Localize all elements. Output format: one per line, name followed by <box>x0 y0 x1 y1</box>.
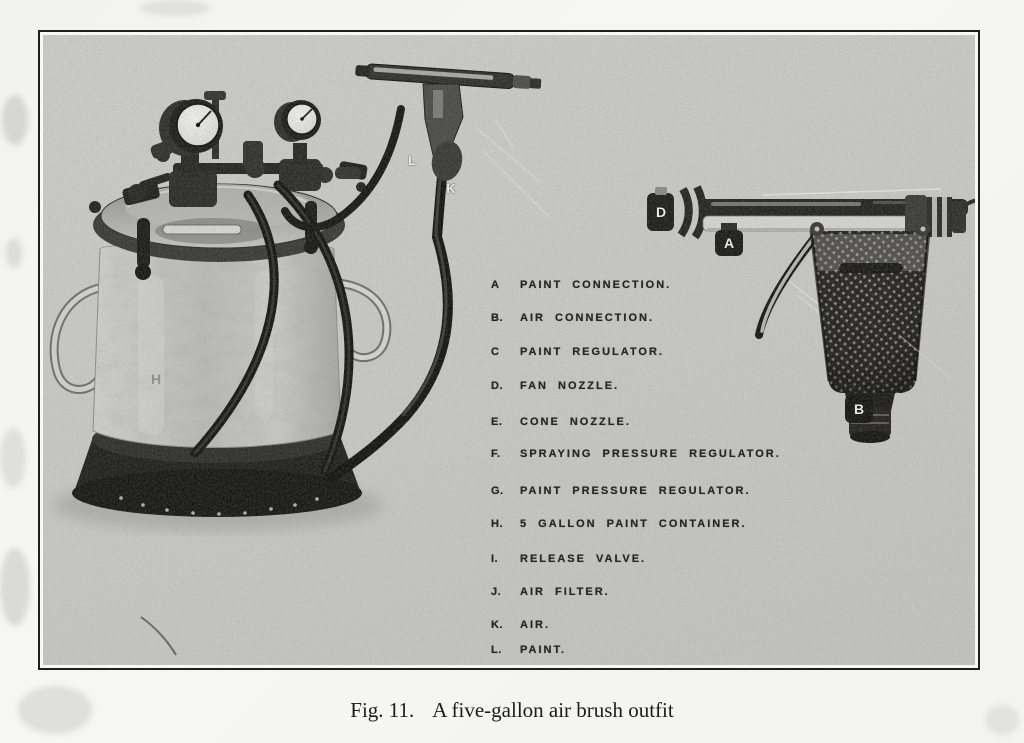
legend-letter: L. <box>491 644 502 656</box>
legend-item <box>491 644 566 656</box>
legend-item <box>491 448 781 460</box>
legend-letter: G. <box>491 485 504 497</box>
scan-smudge <box>0 548 30 626</box>
legend-item <box>491 619 550 631</box>
legend-item <box>491 312 654 324</box>
legend-text: RELEASE VALVE. <box>520 553 647 565</box>
legend-text: CONE NOZZLE. <box>520 416 631 428</box>
legend-text: PAINT PRESSURE REGULATOR. <box>520 485 751 497</box>
legend-letter: A <box>491 279 500 291</box>
legend-text: FAN NOZZLE. <box>520 380 620 392</box>
legend-text: AIR CONNECTION. <box>520 312 654 324</box>
legend-text: PAINT CONNECTION. <box>520 279 672 291</box>
figure-number: Fig. 11. <box>350 698 415 722</box>
legend-text: AIR. <box>520 619 550 631</box>
scan-smudge <box>6 238 22 268</box>
halftone-photo <box>43 35 975 665</box>
legend-item <box>491 485 751 497</box>
scan-smudge <box>0 428 26 488</box>
legend-letter: B. <box>491 312 503 324</box>
legend-item <box>491 586 610 598</box>
figure-title: A five-gallon air brush outfit <box>432 698 674 722</box>
legend-item <box>491 416 631 428</box>
legend-item <box>491 279 671 291</box>
label-air-hose: K <box>446 181 456 196</box>
label-paint-connection: A <box>723 235 735 251</box>
legend-letter: H. <box>491 518 503 530</box>
legend-text: PAINT. <box>520 644 567 656</box>
legend-text: AIR FILTER. <box>520 586 610 598</box>
legend-item <box>491 380 619 392</box>
scan-smudge <box>2 95 28 145</box>
legend-item <box>491 518 747 530</box>
label-fan-nozzle: D <box>655 204 667 220</box>
label-paint-container: H <box>151 371 162 387</box>
scan-smudge <box>140 0 210 16</box>
legend-text: 5 GALLON PAINT CONTAINER. <box>520 518 747 530</box>
legend-text: PAINT REGULATOR. <box>520 346 664 358</box>
legend-item <box>491 553 646 565</box>
figure-caption <box>0 698 1024 723</box>
legend-text: SPRAYING PRESSURE REGULATOR. <box>520 448 781 460</box>
legend-item <box>491 346 664 358</box>
photo-plate <box>38 30 980 670</box>
label-paint-hose: L <box>408 153 416 168</box>
legend-letter: E. <box>491 416 503 428</box>
label-air-connection: B <box>853 401 865 417</box>
legend-letter: D. <box>491 380 503 392</box>
legend-letter: K. <box>491 619 503 631</box>
legend-letter: F. <box>491 448 501 460</box>
legend-letter: C <box>491 346 500 358</box>
legend-letter: J. <box>491 586 502 598</box>
legend-letter: I. <box>491 553 499 565</box>
